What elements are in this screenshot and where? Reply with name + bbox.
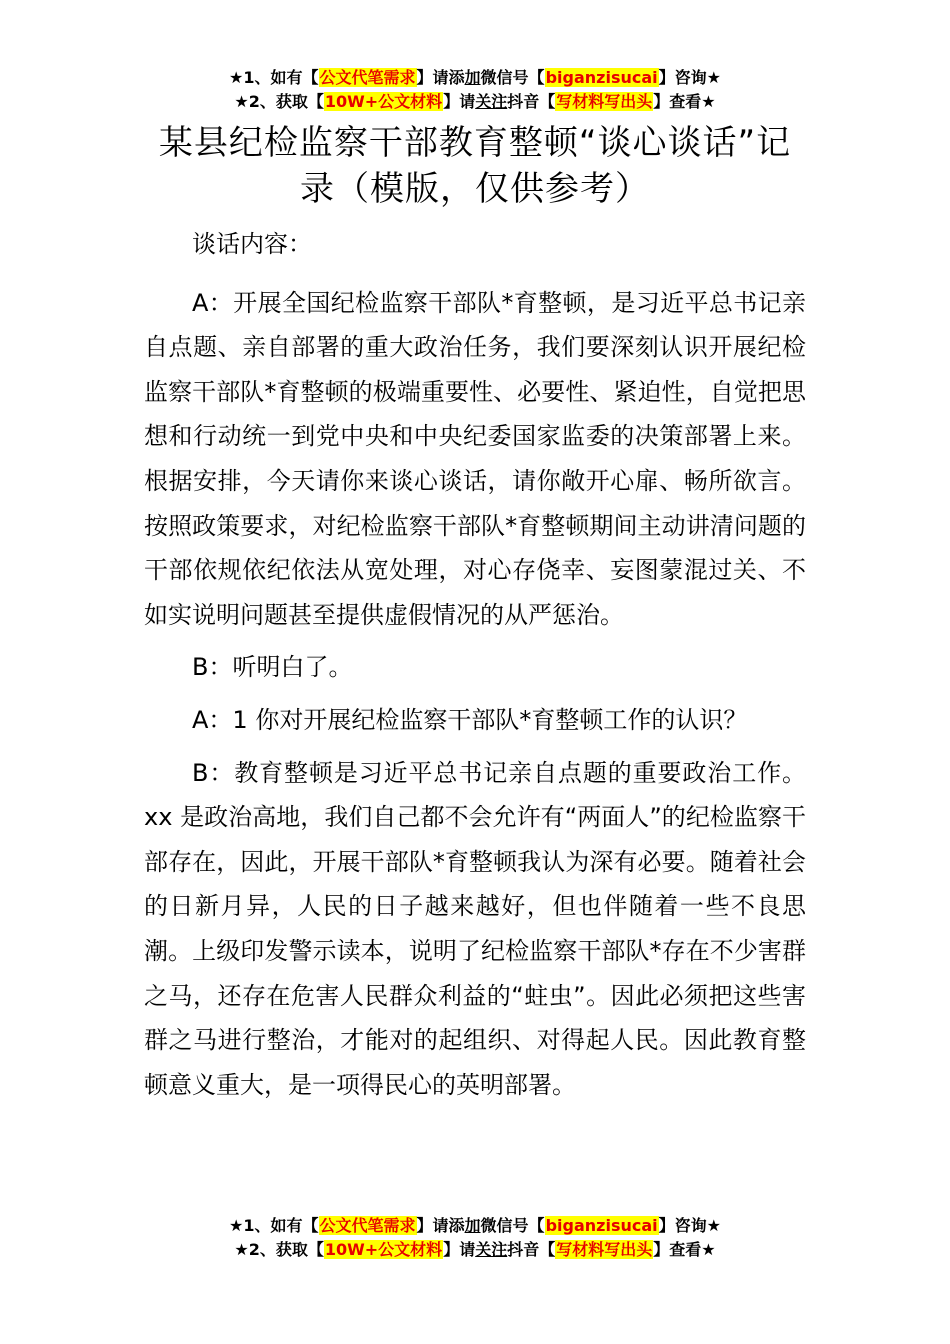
section-label: 谈话内容： [192, 230, 312, 258]
banner-text: 】查看★ [653, 92, 716, 111]
banner-highlight: biganzisucai [545, 68, 658, 87]
banner-underline: 关注 [475, 92, 508, 111]
banner-highlight: 10W+公文材料 [324, 92, 443, 111]
banner-text: ★2、获取【 [234, 1240, 324, 1259]
paragraph: A：1 你对开展纪检监察干部队*育整顿工作的认识？ [192, 705, 748, 734]
banner-text: 】请添 [416, 1216, 465, 1235]
paragraph: B：教育整顿是习近平总书记亲自点题的重要政治工作。xx 是政治高地，我们自己都不会允许有“两面人”的纪检监察干部存在，因此，开展干部队*育整顿我认为深有必要。随着社会的日新月异，人民的日子越来越好，但也伴随着一些不良思潮。上级印发警示读本，说明了纪检监察干部队*存在不少害群之马，还存在危害人民群众利益的“蛀虫”。因此必须把这些害群之马进行整治，才能对的起组织、对得起人民。因此教育整顿意义重大，是一项得民心的英明部署。 [144, 758, 806, 1099]
banner-underline: 关注 [475, 1240, 508, 1259]
paragraph: A：开展全国纪检监察干部队*育整顿，是习近平总书记亲自点题、亲自部署的重大政治任务，我们要深刻认识开展纪检监察干部队*育整顿的极端重要性、必要性、紧迫性，自觉把思想和行动统一到党中央和中央纪委国家监委的决策部署上来。根据安排，今天请你来谈心谈话，请你敞开心扉、畅所欲言。按照政策要求，对纪检监察干部队*育整顿期间主动讲清问题的干部依规依纪依法从宽处理，对心存侥幸、妄图蒙混过关、不如实说明问题甚至提供虚假情况的从严惩治。 [144, 288, 806, 629]
banner-text: 抖音【 [507, 1240, 556, 1259]
banner-highlight: 写材料写出头 [556, 92, 653, 111]
banner-highlight: biganzisucai [545, 1216, 658, 1235]
banner-text: 微信号【 [480, 68, 545, 87]
banner-text: 】请添 [416, 68, 465, 87]
banner-line-1 [0, 66, 950, 90]
header-banner [0, 66, 950, 114]
banner-highlight: 公文代笔需求 [319, 1216, 416, 1235]
banner-text: ★1、如有【 [229, 1216, 319, 1235]
banner-text: 】请 [443, 92, 476, 111]
banner-text: 】咨询★ [658, 1216, 721, 1235]
banner-text: ★1、如有【 [229, 68, 319, 87]
banner-text: 】咨询★ [658, 68, 721, 87]
banner-text: 抖音【 [507, 92, 556, 111]
paragraph: B：听明白了。 [192, 653, 353, 682]
banner-text: 】查看★ [653, 1240, 716, 1259]
banner-underline: 加 [464, 1216, 481, 1235]
banner-underline: 加 [464, 68, 481, 87]
banner-text: 微信号【 [480, 1216, 545, 1235]
banner-highlight: 写材料写出头 [556, 1240, 653, 1259]
banner-line-2 [0, 1238, 950, 1262]
document-body [144, 222, 806, 1115]
banner-highlight: 10W+公文材料 [324, 1240, 443, 1259]
footer-banner [0, 1214, 950, 1262]
banner-highlight: 公文代笔需求 [319, 68, 416, 87]
document-title: 某县纪检监察干部教育整顿“谈心谈话”记录（模版，仅供参考） [158, 123, 792, 209]
banner-text: 】请 [443, 1240, 476, 1259]
banner-text: ★2、获取【 [234, 92, 324, 111]
banner-line-2 [0, 90, 950, 114]
banner-line-1 [0, 1214, 950, 1238]
